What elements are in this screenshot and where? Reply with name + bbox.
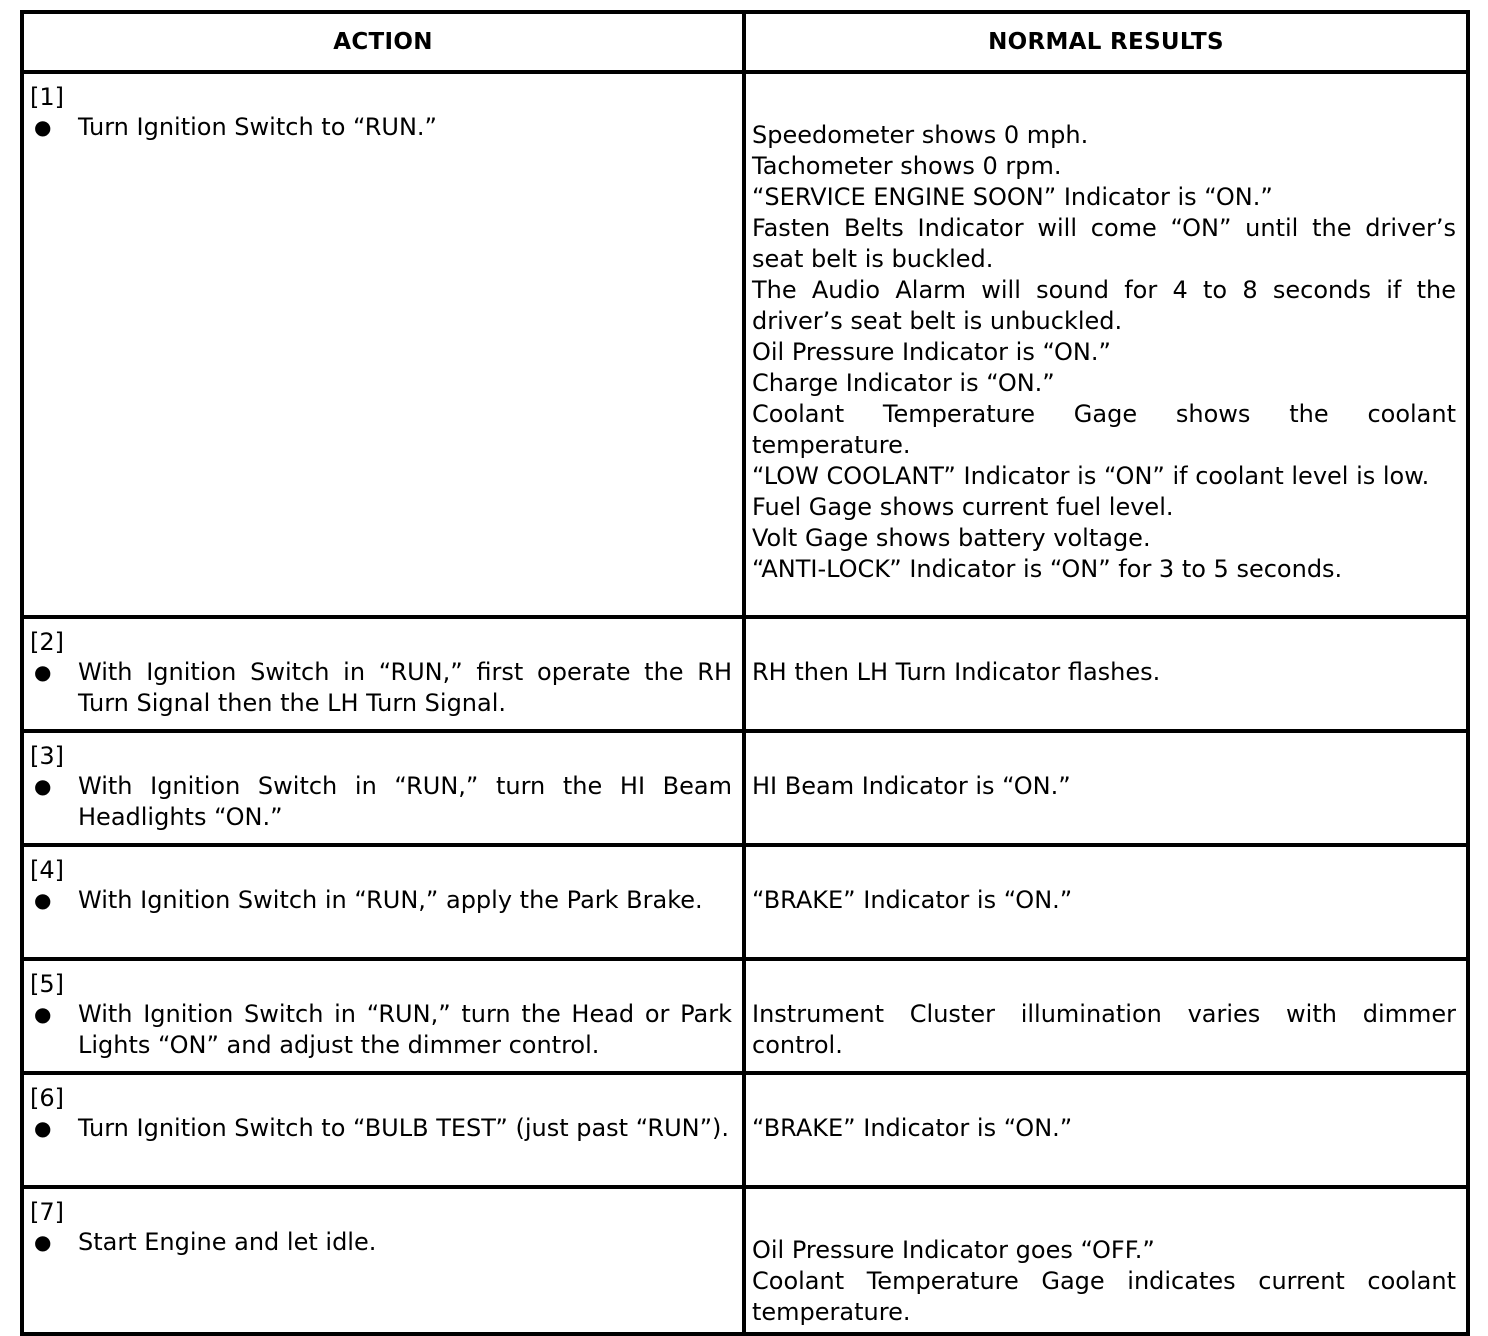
table-row — [22, 731, 1468, 845]
table-row — [22, 1073, 1468, 1187]
action-cell — [22, 72, 744, 617]
step-number: [2] — [30, 628, 64, 656]
bullet-icon: ● — [34, 774, 52, 798]
table-row — [22, 72, 1468, 617]
result-line: Instrument Cluster illumination varies with dimmer control. — [752, 1000, 1456, 1059]
header-row — [22, 12, 1468, 72]
table-row — [22, 617, 1468, 731]
result-line: Fuel Gage shows current fuel level. — [752, 493, 1174, 521]
result-cell — [744, 1187, 1468, 1334]
bullet-icon: ● — [34, 1116, 52, 1140]
action-cell — [22, 731, 744, 845]
bullet-icon: ● — [34, 1002, 52, 1026]
action-text: With Ignition Switch in “RUN,” turn the Head or Park Lights “ON” and adjust the dimmer control. — [78, 1000, 732, 1059]
result-cell — [744, 731, 1468, 845]
result-cell — [744, 72, 1468, 617]
bullet-icon: ● — [34, 115, 52, 139]
result-cell — [744, 959, 1468, 1073]
action-text: With Ignition Switch in “RUN,” turn the HI Beam Headlights “ON.” — [78, 772, 732, 831]
result-line: “ANTI-LOCK” Indicator is “ON” for 3 to 5 seconds. — [752, 555, 1343, 583]
action-text: With Ignition Switch in “RUN,” first operate the RH Turn Signal then the LH Turn Signal. — [78, 658, 732, 717]
action-cell — [22, 1187, 744, 1334]
bullet-icon: ● — [34, 1230, 52, 1254]
result-line: RH then LH Turn Indicator flashes. — [752, 658, 1161, 686]
action-text: Turn Ignition Switch to “BULB TEST” (just past “RUN”). — [78, 1114, 730, 1142]
step-number: [5] — [30, 970, 64, 998]
result-line: Tachometer shows 0 rpm. — [752, 152, 1062, 180]
result-cell — [744, 617, 1468, 731]
result-line: Oil Pressure Indicator goes “OFF.” — [752, 1236, 1155, 1264]
result-cell — [744, 1073, 1468, 1187]
table-row — [22, 845, 1468, 959]
result-line: Fasten Belts Indicator will come “ON” until the driver’s seat belt is buckled. — [752, 214, 1456, 273]
result-line: Coolant Temperature Gage indicates current coolant temperature. — [752, 1267, 1456, 1326]
step-number: [4] — [30, 856, 64, 884]
table-row — [22, 959, 1468, 1073]
result-line: “BRAKE” Indicator is “ON.” — [752, 1114, 1073, 1142]
bullet-icon: ● — [34, 888, 52, 912]
action-cell — [22, 845, 744, 959]
result-line: HI Beam Indicator is “ON.” — [752, 772, 1071, 800]
result-line: Oil Pressure Indicator is “ON.” — [752, 338, 1111, 366]
step-number: [1] — [30, 83, 64, 111]
action-column-header: ACTION — [22, 12, 744, 72]
result-line: Charge Indicator is “ON.” — [752, 369, 1055, 397]
result-line: “SERVICE ENGINE SOON” Indicator is “ON.” — [752, 183, 1273, 211]
result-cell — [744, 845, 1468, 959]
normal-results-column-header: NORMAL RESULTS — [744, 12, 1468, 72]
step-number: [6] — [30, 1084, 64, 1112]
action-cell — [22, 617, 744, 731]
action-results-table — [20, 10, 1470, 1336]
action-cell — [22, 1073, 744, 1187]
action-text: With Ignition Switch in “RUN,” apply the Park Brake. — [78, 886, 703, 914]
action-text: Turn Ignition Switch to “RUN.” — [78, 113, 437, 141]
step-number: [7] — [30, 1198, 64, 1226]
result-line: Coolant Temperature Gage shows the coolant temperature. — [752, 400, 1456, 459]
result-line: Volt Gage shows battery voltage. — [752, 524, 1151, 552]
result-line: The Audio Alarm will sound for 4 to 8 seconds if the driver’s seat belt is unbuckled. — [752, 276, 1456, 335]
step-number: [3] — [30, 742, 64, 770]
table-row — [22, 1187, 1468, 1334]
bullet-icon: ● — [34, 660, 52, 684]
result-line: “BRAKE” Indicator is “ON.” — [752, 886, 1073, 914]
action-cell — [22, 959, 744, 1073]
result-line: “LOW COOLANT” Indicator is “ON” if coolant level is low. — [752, 462, 1430, 490]
action-text: Start Engine and let idle. — [78, 1228, 377, 1256]
result-line: Speedometer shows 0 mph. — [752, 121, 1089, 149]
